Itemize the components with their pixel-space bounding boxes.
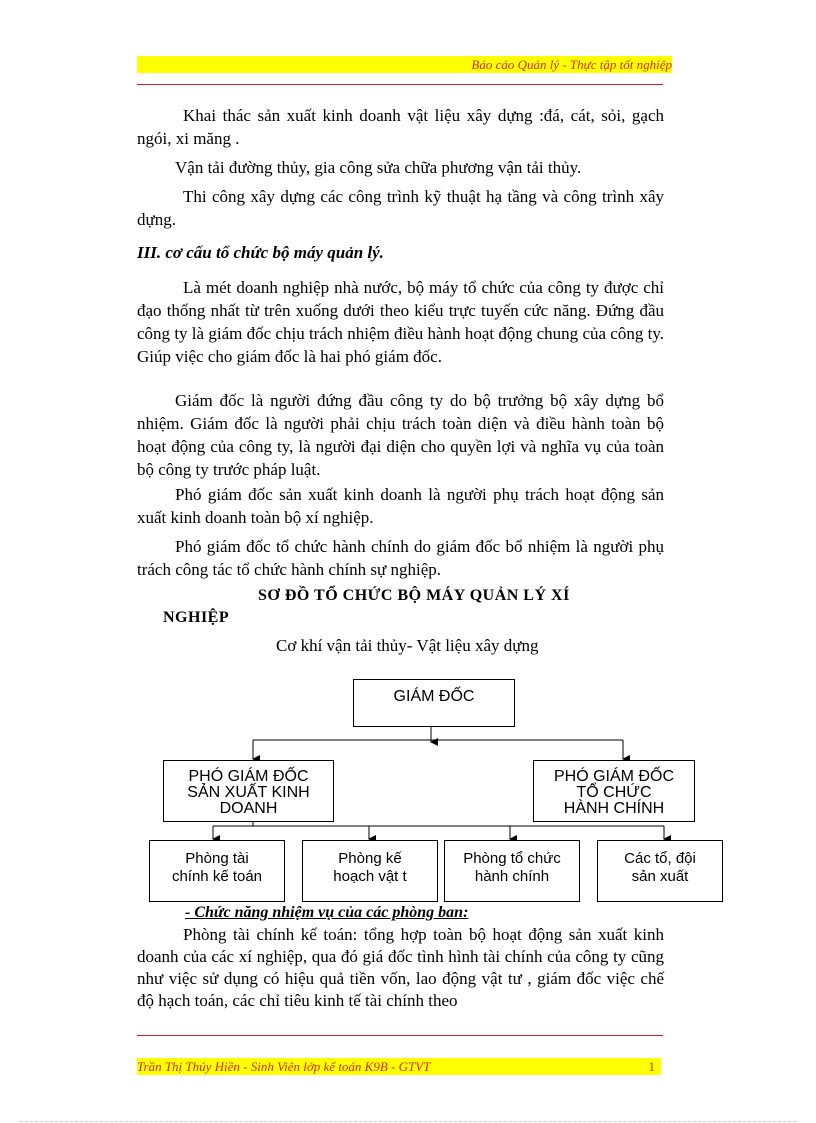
director-box: GIÁM ĐỐC — [353, 679, 515, 727]
section-paragraph-2: Giám đốc là người đứng đầu công ty do bộ trưởng bộ xây dựng bổ nhiệm. Giám đốc là người phải chịu trách toàn diện và điều hành toàn bộ hoạt động của công ty, là người đại diện cho quyền lợi và nghĩa vụ của toàn bộ công ty trước pháp luật. — [137, 391, 664, 479]
section-paragraph-1: Là mét doanh nghiệp nhà nước, bộ máy tổ chức của công ty được chỉ đạo thống nhất từ trên xuống dưới theo kiểu trực tuyến cức năng. Đứng đầu công ty là giám đốc chịu trách nhiệm điều hành hoạt động chung của công ty. Giúp việc cho giám đốc là hai phó giám đốc. — [137, 278, 664, 366]
dept-planning-line-2: hoạch vật t — [333, 868, 407, 885]
footer-author: Trần Thị Thúy Hiền - Sinh Viên lớp kế toán K9B - GTVT — [137, 1059, 431, 1074]
diagram-title-line2: NGHIỆP — [163, 609, 230, 626]
deputy-production-line-2: SẢN XUẤT KINH — [187, 784, 310, 801]
deputy-production-box — [163, 760, 334, 822]
deputy-production-line-3: DOANH — [219, 800, 278, 817]
diagram-subtitle: Cơ khí vận tải thủy- Vật liệu xây dựng — [276, 636, 539, 655]
dept-admin-line-1: Phòng tổ chức — [463, 850, 561, 867]
dept-teams-line-2: sản xuất — [631, 868, 689, 885]
dept-planning-box — [302, 840, 438, 902]
header-title: Báo cáo Quản lý - Thực tập tốt nghiệp — [471, 57, 672, 72]
dept-teams-box — [597, 840, 723, 902]
functions-heading: - Chức năng nhiệm vụ của các phòng ban: — [185, 904, 469, 921]
page-number: 1 — [648, 1059, 655, 1074]
functions-paragraph-1: Phòng tài chính kế toán: tổng hợp toàn bộ hoạt động sản xuất kinh doanh của các xí nghiệp, qua đó giá đốc tình hình tài chính của công ty cũng như việc sử dụng có hiệu quả tiền vốn, lao động vật tư , giám đốc việc chế độ hạch toán, các chỉ tiêu kinh tế tài chính theo — [137, 925, 664, 1010]
dept-finance-line-2: chính kế toán — [171, 868, 263, 885]
intro-paragraph-1: Khai thác sản xuất kinh doanh vật liệu xây dựng :đá, cát, sỏi, gạch ngói, xi măng . — [137, 106, 664, 148]
dept-finance-box — [149, 840, 285, 902]
dept-finance-line-1: Phòng tài — [185, 850, 249, 867]
dept-planning-line-1: Phòng kế — [338, 850, 402, 867]
diagram-title-line1: SƠ ĐỒ TỔ CHỨC BỘ MÁY QUẢN LÝ XÍ — [258, 587, 570, 604]
deputy-production-line-1: PHÓ GIÁM ĐỐC — [188, 768, 309, 785]
section-heading: III. cơ cấu tổ chức bộ máy quản lý. — [137, 243, 384, 262]
intro-paragraph-2: Vận tải đường thủy, gia công sửa chữa phương vận tải thủy. — [175, 158, 582, 177]
deputy-admin-line-2: TỔ CHỨC — [576, 784, 652, 801]
section-paragraph-3: Phó giám đốc sản xuất kinh doanh là người phụ trách hoạt động sản xuất kinh doanh toàn bộ xí nghiệp. — [137, 485, 664, 527]
intro-paragraph-3: Thi công xây dựng các công trình kỹ thuật hạ tầng và công trình xây dựng. — [137, 187, 664, 229]
deputy-admin-box — [533, 760, 695, 822]
footer-rule — [137, 1035, 663, 1036]
deputy-admin-line-3: HÀNH CHÍNH — [563, 800, 665, 817]
dept-teams-line-1: Các tổ, đội — [624, 850, 696, 867]
footer-highlight — [137, 1058, 661, 1075]
dept-admin-line-2: hành chính — [474, 868, 550, 885]
deputy-admin-line-1: PHÓ GIÁM ĐỐC — [553, 768, 674, 785]
section-paragraph-4: Phó giám đốc tổ chức hành chính do giám đốc bổ nhiệm là người phụ trách công tác tổ chức hành chính sự nghiệp. — [137, 537, 664, 579]
page-bottom-edge — [20, 1121, 796, 1122]
dept-admin-box — [444, 840, 580, 902]
